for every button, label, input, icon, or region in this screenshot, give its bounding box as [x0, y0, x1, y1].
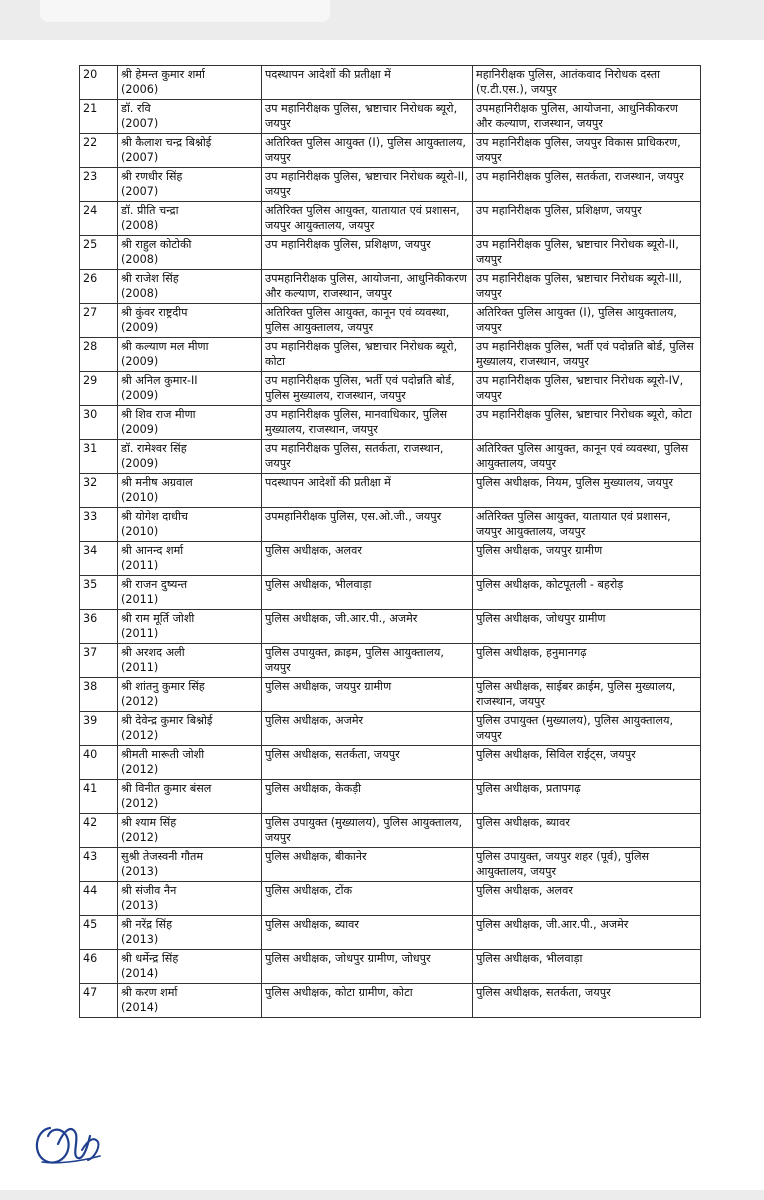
current-posting-cell: पुलिस अधीक्षक, सतर्कता, जयपुर: [262, 746, 473, 780]
new-posting-cell: उप महानिरीक्षक पुलिस, सतर्कता, राजस्थान, जयपुर: [473, 168, 701, 202]
table-row: [80, 338, 701, 372]
batch-year: (2008): [121, 287, 159, 300]
table-row: [80, 202, 701, 236]
batch-year: (2007): [121, 185, 159, 198]
current-posting-cell: उप महानिरीक्षक पुलिस, भ्रष्टाचार निरोधक ब्यूरो-II, जयपुर: [262, 168, 473, 202]
document-page: [0, 40, 764, 1190]
officer-name: श्री अरशद अली: [121, 646, 185, 659]
batch-year: (2011): [121, 661, 159, 674]
officer-name: श्री कल्याण मल मीणा: [121, 340, 209, 353]
table-row: [80, 474, 701, 508]
table-row: [80, 168, 701, 202]
serial-number-cell: 32: [80, 474, 118, 508]
table-row: [80, 406, 701, 440]
new-posting-cell: पुलिस अधीक्षक, हनुमानगढ़: [473, 644, 701, 678]
officer-name: श्री शांतनु कुमार सिंह: [121, 680, 205, 693]
officer-cell: [118, 168, 262, 202]
table-row: [80, 440, 701, 474]
new-posting-cell: पुलिस अधीक्षक, ब्यावर: [473, 814, 701, 848]
officer-cell: [118, 100, 262, 134]
officer-name: श्री शिव राज मीणा: [121, 408, 196, 421]
serial-number-cell: 22: [80, 134, 118, 168]
table-row: [80, 950, 701, 984]
serial-number-cell: 36: [80, 610, 118, 644]
serial-number-cell: 35: [80, 576, 118, 610]
officer-cell: [118, 474, 262, 508]
serial-number-cell: 37: [80, 644, 118, 678]
new-posting-cell: महानिरीक्षक पुलिस, आतंकवाद निरोधक दस्ता (ए.टी.एस.), जयपुर: [473, 66, 701, 100]
current-posting-cell: पुलिस अधीक्षक, जोधपुर ग्रामीण, जोधपुर: [262, 950, 473, 984]
serial-number-cell: 27: [80, 304, 118, 338]
table-row: [80, 882, 701, 916]
new-posting-cell: पुलिस अधीक्षक, कोटपूतली - बहरोड़: [473, 576, 701, 610]
current-posting-cell: पुलिस उपायुक्त (मुख्यालय), पुलिस आयुक्तालय, जयपुर: [262, 814, 473, 848]
current-posting-cell: उप महानिरीक्षक पुलिस, प्रशिक्षण, जयपुर: [262, 236, 473, 270]
current-posting-cell: उपमहानिरीक्षक पुलिस, एस.ओ.जी., जयपुर: [262, 508, 473, 542]
officer-name: श्री मनीष अग्रवाल: [121, 476, 193, 489]
batch-year: (2009): [121, 457, 159, 470]
batch-year: (2008): [121, 253, 159, 266]
officer-cell: [118, 746, 262, 780]
serial-number-cell: 41: [80, 780, 118, 814]
batch-year: (2012): [121, 729, 159, 742]
new-posting-cell: पुलिस अधीक्षक, भीलवाड़ा: [473, 950, 701, 984]
batch-year: (2009): [121, 423, 159, 436]
table-row: [80, 746, 701, 780]
current-posting-cell: पुलिस अधीक्षक, जी.आर.पी., अजमेर: [262, 610, 473, 644]
serial-number-cell: 23: [80, 168, 118, 202]
serial-number-cell: 31: [80, 440, 118, 474]
current-posting-cell: पुलिस अधीक्षक, टोंक: [262, 882, 473, 916]
new-posting-cell: पुलिस अधीक्षक, जयपुर ग्रामीण: [473, 542, 701, 576]
new-posting-cell: पुलिस अधीक्षक, जी.आर.पी., अजमेर: [473, 916, 701, 950]
table-row: [80, 134, 701, 168]
viewer-top-bar: [40, 0, 330, 22]
new-posting-cell: उप महानिरीक्षक पुलिस, भ्रष्टाचार निरोधक ब्यूरो-IV, जयपुर: [473, 372, 701, 406]
batch-year: (2010): [121, 525, 159, 538]
current-posting-cell: पुलिस अधीक्षक, ब्यावर: [262, 916, 473, 950]
batch-year: (2013): [121, 933, 159, 946]
officer-cell: [118, 712, 262, 746]
table-row: [80, 984, 701, 1018]
current-posting-cell: उप महानिरीक्षक पुलिस, सतर्कता, राजस्थान, जयपुर: [262, 440, 473, 474]
current-posting-cell: उपमहानिरीक्षक पुलिस, आयोजना, आधुनिकीकरण और कल्याण, राजस्थान, जयपुर: [262, 270, 473, 304]
current-posting-cell: पुलिस अधीक्षक, जयपुर ग्रामीण: [262, 678, 473, 712]
current-posting-cell: पुलिस अधीक्षक, अजमेर: [262, 712, 473, 746]
current-posting-cell: पदस्थापन आदेशों की प्रतीक्षा में: [262, 474, 473, 508]
serial-number-cell: 34: [80, 542, 118, 576]
officer-cell: [118, 678, 262, 712]
new-posting-cell: पुलिस अधीक्षक, सिविल राईट्स, जयपुर: [473, 746, 701, 780]
officer-name: श्री श्याम सिंह: [121, 816, 177, 829]
new-posting-cell: पुलिस उपायुक्त, जयपुर शहर (पूर्व), पुलिस आयुक्तालय, जयपुर: [473, 848, 701, 882]
officer-name: श्री हेमन्त कुमार शर्मा: [121, 68, 205, 81]
table-row: [80, 542, 701, 576]
officer-cell: [118, 780, 262, 814]
batch-year: (2012): [121, 763, 159, 776]
officer-name: श्री राहुल कोटोकी: [121, 238, 192, 251]
officer-cell: [118, 236, 262, 270]
officer-name: श्री देवेन्द्र कुमार बिश्नोई: [121, 714, 213, 727]
batch-year: (2011): [121, 593, 159, 606]
officer-cell: [118, 576, 262, 610]
current-posting-cell: पुलिस अधीक्षक, भीलवाड़ा: [262, 576, 473, 610]
officer-cell: [118, 644, 262, 678]
officer-cell: [118, 202, 262, 236]
officer-name: श्री राजेश सिंह: [121, 272, 179, 285]
serial-number-cell: 21: [80, 100, 118, 134]
officer-cell: [118, 270, 262, 304]
officer-name: श्री कैलाश चन्द्र बिश्नोई: [121, 136, 212, 149]
new-posting-cell: उप महानिरीक्षक पुलिस, भर्ती एवं पदोन्नति बोर्ड, पुलिस मुख्यालय, राजस्थान, जयपुर: [473, 338, 701, 372]
serial-number-cell: 44: [80, 882, 118, 916]
serial-number-cell: 47: [80, 984, 118, 1018]
batch-year: (2012): [121, 831, 159, 844]
table-row: [80, 780, 701, 814]
serial-number-cell: 39: [80, 712, 118, 746]
batch-year: (2011): [121, 627, 159, 640]
table-row: [80, 916, 701, 950]
officer-cell: [118, 406, 262, 440]
serial-number-cell: 42: [80, 814, 118, 848]
table-row: [80, 66, 701, 100]
table-row: [80, 610, 701, 644]
officer-cell: [118, 950, 262, 984]
batch-year: (2009): [121, 321, 159, 334]
new-posting-cell: पुलिस अधीक्षक, नियम, पुलिस मुख्यालय, जयपुर: [473, 474, 701, 508]
officer-cell: [118, 134, 262, 168]
current-posting-cell: उप महानिरीक्षक पुलिस, भ्रष्टाचार निरोधक ब्यूरो, जयपुर: [262, 100, 473, 134]
officer-cell: [118, 984, 262, 1018]
new-posting-cell: उपमहानिरीक्षक पुलिस, आयोजना, आधुनिकीकरण और कल्याण, राजस्थान, जयपुर: [473, 100, 701, 134]
officer-name: श्री धर्मेन्द्र सिंह: [121, 952, 179, 965]
officer-name: श्री नरेंद्र सिंह: [121, 918, 173, 931]
new-posting-cell: पुलिस अधीक्षक, प्रतापगढ़: [473, 780, 701, 814]
batch-year: (2012): [121, 695, 159, 708]
current-posting-cell: अतिरिक्त पुलिस आयुक्त (I), पुलिस आयुक्तालय, जयपुर: [262, 134, 473, 168]
table-row: [80, 508, 701, 542]
officer-cell: [118, 814, 262, 848]
batch-year: (2010): [121, 491, 159, 504]
batch-year: (2011): [121, 559, 159, 572]
officer-name: श्री विनीत कुमार बंसल: [121, 782, 212, 795]
table-row: [80, 644, 701, 678]
serial-number-cell: 46: [80, 950, 118, 984]
table-row: [80, 100, 701, 134]
batch-year: (2008): [121, 219, 159, 232]
batch-year: (2009): [121, 355, 159, 368]
current-posting-cell: उप महानिरीक्षक पुलिस, भ्रष्टाचार निरोधक ब्यूरो, कोटा: [262, 338, 473, 372]
new-posting-cell: पुलिस अधीक्षक, जोधपुर ग्रामीण: [473, 610, 701, 644]
serial-number-cell: 20: [80, 66, 118, 100]
new-posting-cell: पुलिस अधीक्षक, साईबर क्राईम, पुलिस मुख्यालय, राजस्थान, जयपुर: [473, 678, 701, 712]
table-row: [80, 304, 701, 338]
serial-number-cell: 24: [80, 202, 118, 236]
officer-cell: [118, 66, 262, 100]
serial-number-cell: 43: [80, 848, 118, 882]
table-row: [80, 712, 701, 746]
serial-number-cell: 40: [80, 746, 118, 780]
officer-name: श्री कुंवर राष्ट्रदीप: [121, 306, 188, 319]
serial-number-cell: 29: [80, 372, 118, 406]
officer-name: श्री अनिल कुमार-II: [121, 374, 198, 387]
officer-cell: [118, 882, 262, 916]
officer-cell: [118, 848, 262, 882]
officer-name: श्री आनन्द शर्मा: [121, 544, 184, 557]
batch-year: (2012): [121, 797, 159, 810]
officer-cell: [118, 440, 262, 474]
transfer-order-table: [79, 65, 701, 1018]
batch-year: (2007): [121, 117, 159, 130]
current-posting-cell: पुलिस अधीक्षक, कोटा ग्रामीण, कोटा: [262, 984, 473, 1018]
new-posting-cell: पुलिस अधीक्षक, सतर्कता, जयपुर: [473, 984, 701, 1018]
serial-number-cell: 30: [80, 406, 118, 440]
new-posting-cell: उप महानिरीक्षक पुलिस, जयपुर विकास प्राधिकरण, जयपुर: [473, 134, 701, 168]
officer-cell: [118, 338, 262, 372]
table-row: [80, 848, 701, 882]
current-posting-cell: अतिरिक्त पुलिस आयुक्त, कानून एवं व्यवस्था, पुलिस आयुक्तालय, जयपुर: [262, 304, 473, 338]
officer-name: डॉ. प्रीति चन्द्रा: [121, 204, 179, 217]
current-posting-cell: पुलिस अधीक्षक, बीकानेर: [262, 848, 473, 882]
batch-year: (2007): [121, 151, 159, 164]
current-posting-cell: उप महानिरीक्षक पुलिस, भर्ती एवं पदोन्नति बोर्ड, पुलिस मुख्यालय, राजस्थान, जयपुर: [262, 372, 473, 406]
current-posting-cell: पुलिस अधीक्षक, अलवर: [262, 542, 473, 576]
new-posting-cell: पुलिस अधीक्षक, अलवर: [473, 882, 701, 916]
batch-year: (2014): [121, 967, 159, 980]
current-posting-cell: अतिरिक्त पुलिस आयुक्त, यातायात एवं प्रशासन, जयपुर आयुक्तालय, जयपुर: [262, 202, 473, 236]
current-posting-cell: पदस्थापन आदेशों की प्रतीक्षा में: [262, 66, 473, 100]
officer-name: श्री राजन दुष्यन्त: [121, 578, 188, 591]
serial-number-cell: 38: [80, 678, 118, 712]
new-posting-cell: अतिरिक्त पुलिस आयुक्त, कानून एवं व्यवस्था, पुलिस आयुक्तालय, जयपुर: [473, 440, 701, 474]
officer-name: श्री राम मूर्ति जोशी: [121, 612, 195, 625]
batch-year: (2006): [121, 83, 159, 96]
officer-name: श्री रणधीर सिंह: [121, 170, 183, 183]
new-posting-cell: अतिरिक्त पुलिस आयुक्त (I), पुलिस आयुक्तालय, जयपुर: [473, 304, 701, 338]
current-posting-cell: पुलिस उपायुक्त, क्राइम, पुलिस आयुक्तालय, जयपुर: [262, 644, 473, 678]
new-posting-cell: पुलिस उपायुक्त (मुख्यालय), पुलिस आयुक्तालय, जयपुर: [473, 712, 701, 746]
officer-cell: [118, 304, 262, 338]
table-row: [80, 576, 701, 610]
officer-name: डॉ. रवि: [121, 102, 151, 115]
handwritten-signature-icon: [28, 1100, 108, 1170]
new-posting-cell: उप महानिरीक्षक पुलिस, भ्रष्टाचार निरोधक ब्यूरो-II, जयपुर: [473, 236, 701, 270]
officer-cell: [118, 916, 262, 950]
new-posting-cell: उप महानिरीक्षक पुलिस, भ्रष्टाचार निरोधक ब्यूरो-III, जयपुर: [473, 270, 701, 304]
officer-cell: [118, 542, 262, 576]
current-posting-cell: उप महानिरीक्षक पुलिस, मानवाधिकार, पुलिस मुख्यालय, राजस्थान, जयपुर: [262, 406, 473, 440]
officer-name: सुश्री तेजस्वनी गौतम: [121, 850, 204, 863]
batch-year: (2014): [121, 1001, 159, 1014]
officer-cell: [118, 372, 262, 406]
new-posting-cell: उप महानिरीक्षक पुलिस, भ्रष्टाचार निरोधक ब्यूरो, कोटा: [473, 406, 701, 440]
serial-number-cell: 28: [80, 338, 118, 372]
serial-number-cell: 45: [80, 916, 118, 950]
current-posting-cell: पुलिस अधीक्षक, केकड़ी: [262, 780, 473, 814]
officer-name: श्री करण शर्मा: [121, 986, 178, 999]
officer-name: श्री योगेश दाधीच: [121, 510, 188, 523]
table-row: [80, 372, 701, 406]
new-posting-cell: अतिरिक्त पुलिस आयुक्त, यातायात एवं प्रशासन, जयपुर आयुक्तालय, जयपुर: [473, 508, 701, 542]
table-row: [80, 270, 701, 304]
batch-year: (2013): [121, 865, 159, 878]
officer-name: श्री संजीव नैन: [121, 884, 177, 897]
officer-cell: [118, 508, 262, 542]
batch-year: (2009): [121, 389, 159, 402]
transfer-order-rows: [80, 66, 701, 1018]
table-row: [80, 236, 701, 270]
table-row: [80, 814, 701, 848]
new-posting-cell: उप महानिरीक्षक पुलिस, प्रशिक्षण, जयपुर: [473, 202, 701, 236]
serial-number-cell: 33: [80, 508, 118, 542]
serial-number-cell: 26: [80, 270, 118, 304]
officer-cell: [118, 610, 262, 644]
table-row: [80, 678, 701, 712]
batch-year: (2013): [121, 899, 159, 912]
officer-name: डॉ. रामेश्वर सिंह: [121, 442, 187, 455]
serial-number-cell: 25: [80, 236, 118, 270]
officer-name: श्रीमती मारूती जोशी: [121, 748, 205, 761]
